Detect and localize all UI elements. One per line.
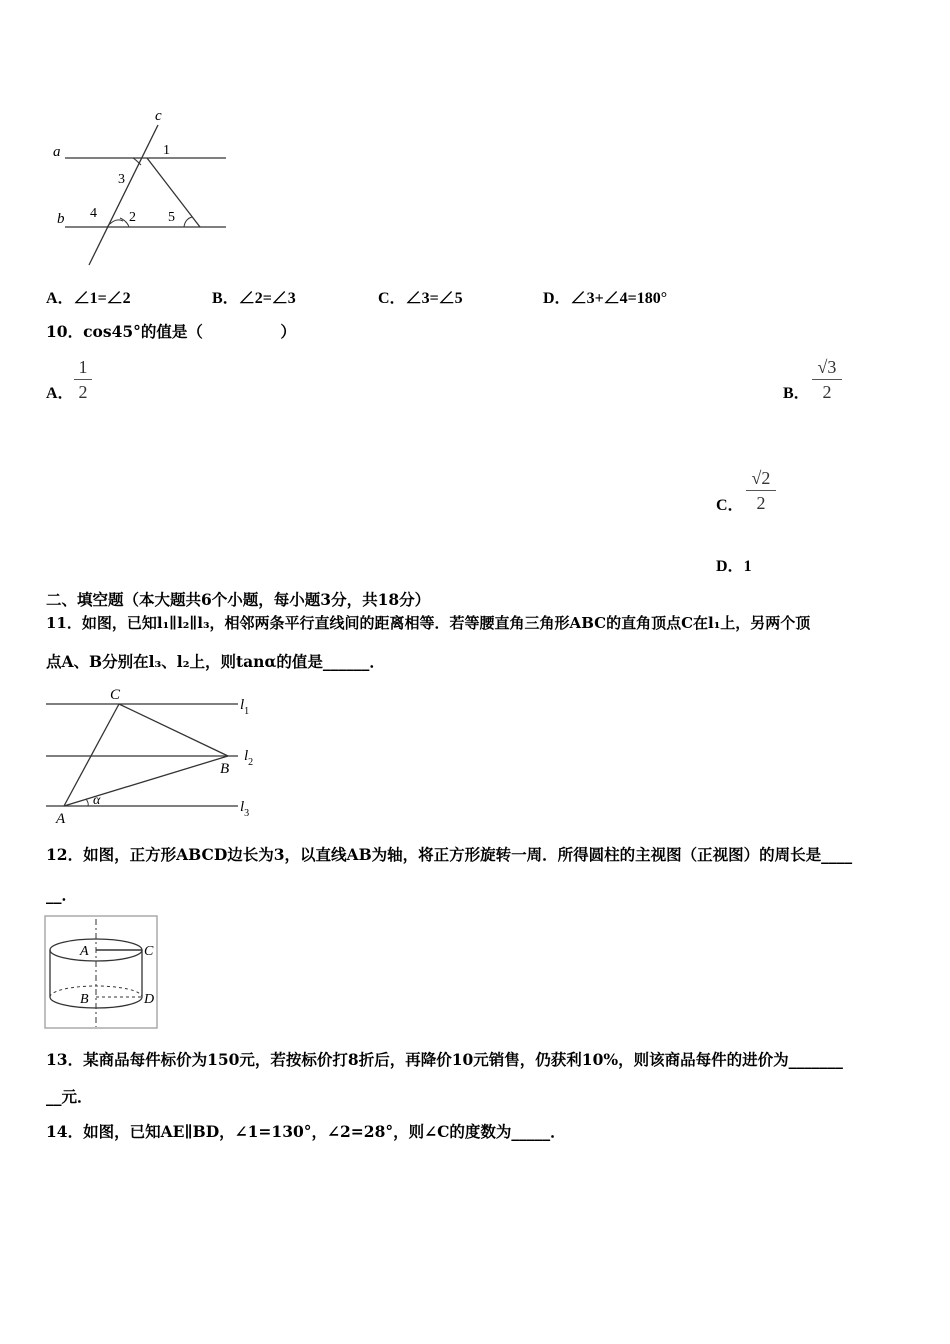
l2-subscript: 2 — [248, 757, 254, 768]
q9-option-b[interactable] — [212, 285, 296, 308]
q10-a-numerator: 1 — [78, 357, 88, 377]
alpha-arc — [86, 799, 88, 806]
point-a-label: A — [80, 944, 89, 959]
q9-option-c-label: C． — [378, 290, 406, 307]
q10-c-numerator: √2 — [751, 468, 771, 488]
q11-line-2: 点A、B分别在l₃、l₂上，则tanα的值是______． — [46, 652, 385, 671]
q9-option-a-text: ∠1=∠2 — [73, 290, 131, 307]
q9-option-d-text: ∠3+∠4=180° — [570, 290, 668, 307]
line-c — [89, 125, 158, 265]
vertex-a-label: A — [56, 811, 66, 827]
q13-line-1: 13．某商品每件标价为150元，若按标价打8折后，再降价10元销售，仍获利10%，则该商品每件的进价为_______ — [46, 1050, 843, 1069]
q10-option-b-label[interactable]: B． — [783, 385, 810, 402]
l1-label — [240, 697, 249, 717]
angle-5-arc — [184, 217, 192, 227]
alpha-label: α — [93, 793, 101, 808]
q10-stem: 10．cos45°的值是（ ） — [46, 322, 296, 341]
side-ab — [64, 756, 228, 806]
q11-figure — [40, 683, 270, 828]
angle-2-label: 2 — [129, 210, 136, 225]
angle-1-label: 1 — [163, 143, 170, 158]
q10-option-a-fraction — [74, 356, 92, 403]
fraction-bar — [746, 490, 776, 491]
q10-option-d-label: D． — [716, 558, 744, 575]
q11-line-1: 11．如图，已知l₁∥l₂∥l₃，相邻两条平行直线间的距离相等．若等腰直角三角形ABC的直角顶点C在l₁上，另两个顶 — [46, 614, 811, 632]
fraction-bar — [74, 379, 92, 380]
q10-b-denominator: 2 — [822, 382, 832, 402]
l2-letter: l — [244, 748, 249, 764]
l1-letter: l — [240, 697, 245, 713]
q9-option-a-label: A． — [46, 290, 74, 307]
side-cb — [119, 704, 228, 756]
q9-option-a[interactable] — [46, 285, 131, 308]
q10-b-numerator: √3 — [817, 357, 837, 377]
q10-option-d[interactable] — [716, 553, 752, 576]
vertex-c-label: C — [110, 687, 121, 703]
label-b: b — [57, 211, 65, 227]
side-ca — [64, 704, 119, 806]
label-a: a — [53, 144, 61, 160]
q13-line-2: __元． — [46, 1087, 93, 1106]
angle-5-label: 5 — [168, 210, 175, 225]
l2-label — [244, 748, 253, 768]
q9-option-b-label: B． — [212, 290, 239, 307]
q10-option-a-label[interactable]: A． — [46, 385, 74, 402]
q10-option-d-text: 1 — [743, 558, 752, 575]
l3-label — [240, 799, 249, 819]
point-c-label: C — [144, 944, 154, 959]
l1-subscript: 1 — [244, 706, 250, 717]
angle-2-arc — [120, 218, 129, 227]
q10-c-denominator: 2 — [756, 493, 766, 513]
fraction-bar — [812, 379, 842, 380]
q9-option-c[interactable] — [378, 285, 463, 308]
q9-option-d-label: D． — [543, 290, 571, 307]
section-2-title: 二、填空题（本大题共6个小题，每小题3分，共18分） — [46, 590, 431, 609]
q14-line-1: 14．如图，已知AE∥BD，∠1=130°，∠2=28°，则∠C的度数为_____． — [46, 1122, 566, 1141]
q12-figure — [44, 915, 160, 1031]
q10-option-c-label[interactable]: C． — [716, 497, 744, 514]
q9-option-d[interactable] — [543, 285, 667, 308]
point-b-label: B — [80, 992, 89, 1007]
q10-option-b-fraction — [812, 356, 842, 403]
q9-figure — [45, 105, 245, 275]
vertex-b-label: B — [220, 761, 230, 777]
angle-4-label: 4 — [90, 206, 97, 221]
l3-subscript: 3 — [244, 808, 250, 819]
q12-line-2: __． — [46, 885, 78, 904]
point-d-label: D — [144, 992, 155, 1007]
q12-line-1: 12．如图，正方形ABCD边长为3，以直线AB为轴，将正方形旋转一周．所得圆柱的主视图（正视图）的周长是____ — [46, 845, 853, 864]
q10-option-c-fraction — [746, 467, 776, 514]
angle-3-label: 3 — [118, 172, 125, 187]
label-c: c — [155, 108, 162, 124]
figure-frame — [45, 916, 157, 1028]
q9-option-b-text: ∠2=∠3 — [238, 290, 296, 307]
q10-a-denominator: 2 — [78, 382, 88, 402]
l3-letter: l — [240, 799, 245, 815]
q9-option-c-text: ∠3=∠5 — [405, 290, 463, 307]
